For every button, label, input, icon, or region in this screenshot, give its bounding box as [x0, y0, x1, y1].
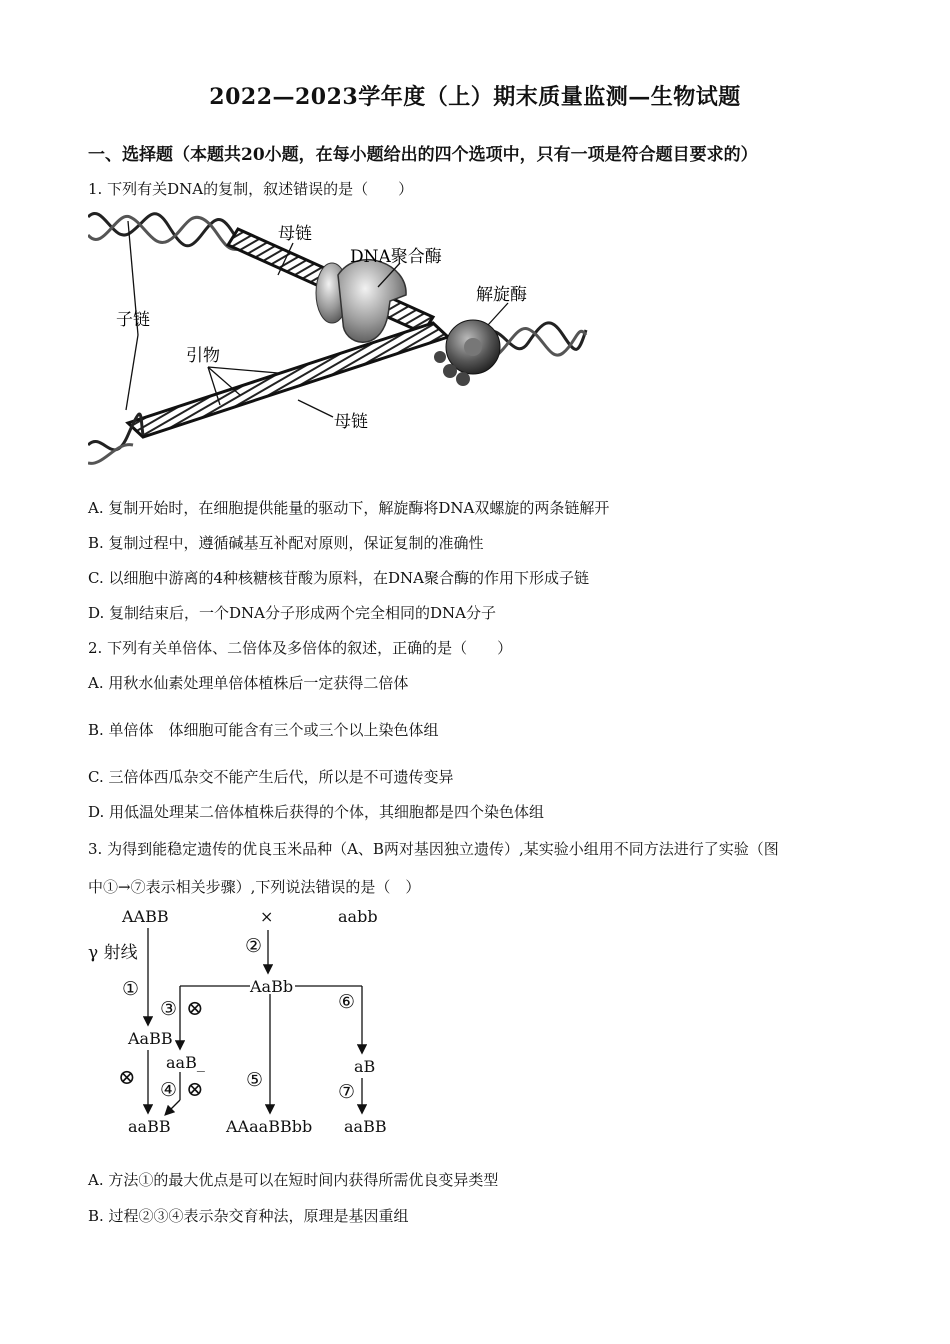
q1-option-c: C. 以细胞中游离的4种核糖核苷酸为原料，在DNA聚合酶的作用下形成子链 — [88, 569, 590, 587]
selfing-symbol-3: ⊗ — [186, 1077, 204, 1101]
label-lines — [126, 221, 508, 417]
question-3-stem-line-1: 3. 为得到能稳定遗传的优良玉米品种（A、B两对基因独立遗传）,某实验小组用不同方法进行了实验（图 — [88, 840, 779, 858]
step-4: ④ — [160, 1079, 178, 1101]
parent-aabb-dominant: AABB — [122, 907, 169, 926]
gamma-ray-label: γ 射线 — [88, 943, 138, 963]
step-3: ③ — [160, 998, 178, 1020]
page-title: 2022—2023学年度（上）期末质量监测—生物试题 — [209, 84, 741, 110]
gamete-ab: aB — [354, 1057, 376, 1076]
dna-replication-figure — [88, 205, 588, 470]
q2-option-d: D. 用低温处理某二倍体植株后获得的个体，其细胞都是四个染色体组 — [88, 803, 545, 821]
question-3-stem-line-2: 中①→⑦表示相关步骤）,下列说法错误的是（ ） — [88, 878, 421, 896]
label-daughter-strand: 子链 — [116, 310, 150, 330]
cross-symbol: × — [260, 907, 274, 926]
result-aaaabbbb: AAaaBBbb — [226, 1117, 313, 1136]
q2-option-b: B. 单倍体 体细胞可能含有三个或三个以上染色体组 — [88, 721, 439, 739]
question-2-stem: 2. 下列有关单倍体、二倍体及多倍体的叙述，正确的是（ ） — [88, 639, 513, 657]
f1-aabb: AaBb — [250, 977, 294, 996]
result-aabb-2: aaBB — [344, 1117, 387, 1136]
section-heading: 一、选择题（本题共20小题，在每小题给出的四个选项中，只有一项是符合题目要求的） — [88, 145, 758, 165]
parent-aabb-recessive: aabb — [338, 907, 378, 926]
label-parent-strand-top: 母链 — [278, 224, 312, 244]
question-1-stem: 1. 下列有关DNA的复制，叙述错误的是（ ） — [88, 180, 414, 198]
f2-aab: aaB_ — [166, 1053, 205, 1072]
breeding-diagram — [80, 900, 400, 1145]
q3-option-b: B. 过程②③④表示杂交育种法，原理是基因重组 — [88, 1207, 409, 1225]
q2-option-a: A. 用秋水仙素处理单倍体植株后一定获得二倍体 — [88, 674, 409, 692]
helicase-icon — [434, 320, 500, 386]
q1-option-d: D. 复制结束后，一个DNA分子形成两个完全相同的DNA分子 — [88, 604, 496, 622]
label-primer: 引物 — [186, 346, 220, 366]
label-dna-polymerase: DNA聚合酶 — [350, 247, 442, 267]
step-7: ⑦ — [338, 1081, 356, 1103]
label-helicase: 解旋酶 — [476, 285, 527, 305]
step-2: ② — [245, 935, 263, 957]
mutant-aabb: AaBB — [128, 1029, 173, 1048]
step-1: ① — [122, 978, 140, 1000]
label-parent-strand-bottom: 母链 — [334, 412, 368, 432]
q1-option-a: A. 复制开始时，在细胞提供能量的驱动下，解旋酶将DNA双螺旋的两条链解开 — [88, 499, 610, 517]
selfing-symbol-1: ⊗ — [186, 996, 204, 1020]
step-6: ⑥ — [338, 991, 356, 1013]
q1-option-b: B. 复制过程中，遵循碱基互补配对原则，保证复制的准确性 — [88, 534, 484, 552]
selfing-symbol-2: ⊗ — [118, 1065, 136, 1089]
result-aabb-1: aaBB — [128, 1117, 171, 1136]
upper-left-helix — [88, 213, 238, 249]
q2-option-c: C. 三倍体西瓜杂交不能产生后代，所以是不可遗传变异 — [88, 768, 454, 786]
q3-option-a: A. 方法①的最大优点是可以在短时间内获得所需优良变异类型 — [88, 1171, 499, 1189]
lower-left-helix — [88, 414, 143, 463]
lower-duplex — [128, 323, 448, 437]
step-5: ⑤ — [246, 1069, 264, 1091]
